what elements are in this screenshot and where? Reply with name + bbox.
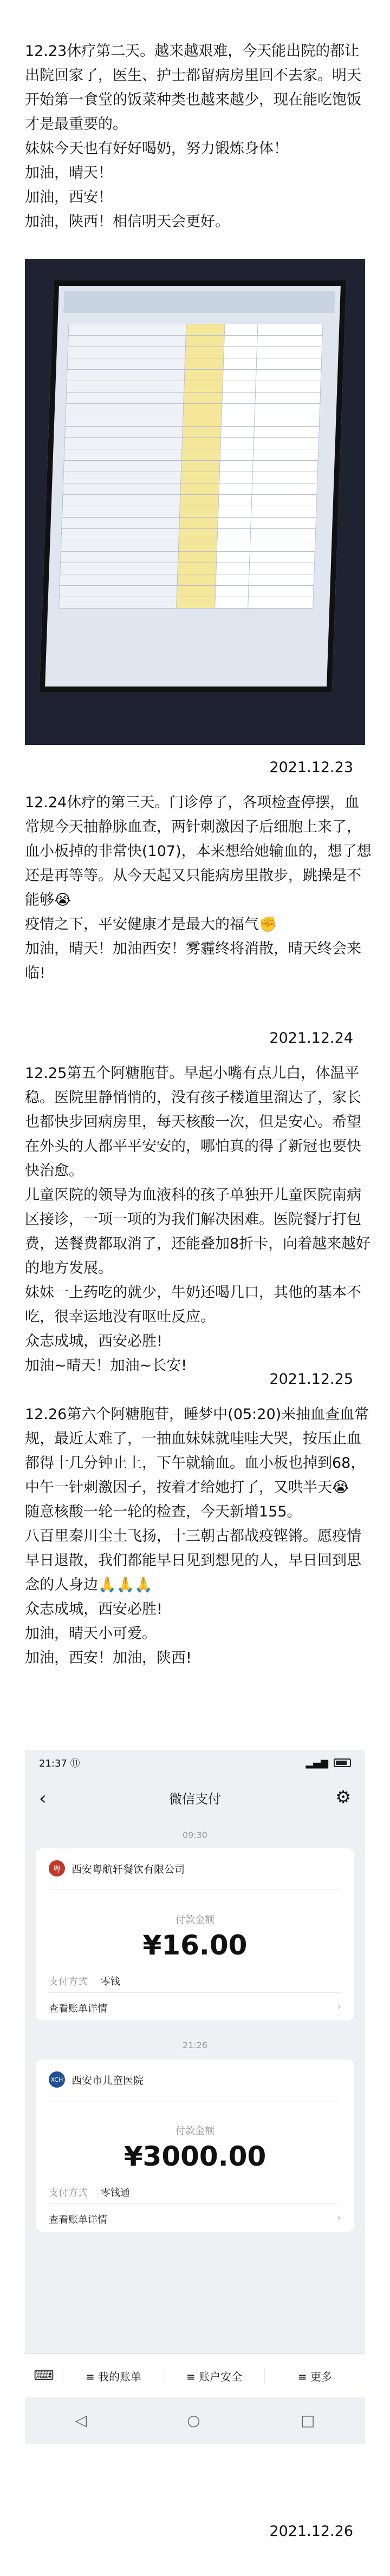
amount-label: 付款金额	[176, 2126, 214, 2137]
payment-method-row	[49, 2185, 130, 2199]
battery-icon	[334, 1758, 351, 1767]
text-line: 随意核酸一轮一轮的检查，今天新增155。	[25, 1503, 302, 1520]
nav-bar	[25, 1776, 365, 1819]
view-bill-details[interactable]	[49, 2212, 341, 2226]
nav-home-icon[interactable]: ○	[187, 2411, 200, 2429]
date-stamp: 2021.12.24	[269, 1030, 353, 1047]
merchant-name: 西安粤航轩餐饮有限公司	[72, 1863, 185, 1875]
status-time: 21:37 ⑪	[39, 1758, 80, 1769]
diary-entry-1226	[25, 1402, 372, 1670]
system-nav-bar	[25, 2397, 365, 2444]
text-line: 妹妹今天也有好好喝奶，努力锻炼身体！	[25, 140, 288, 157]
monitor-header	[63, 291, 335, 313]
menu-my-bills[interactable]: ≡ 我的账单	[63, 2368, 164, 2384]
menu-account-security[interactable]: ≡ 账户安全	[164, 2368, 264, 2384]
payment-card-2	[36, 2060, 354, 2232]
diary-entry-1223	[25, 39, 372, 234]
wechat-pay-screenshot	[25, 1750, 365, 2444]
text-line: 加油~晴天！加油~长安!	[25, 1357, 187, 1374]
merchant	[49, 1860, 185, 1877]
lab-results-table	[58, 324, 323, 609]
amount: ¥16.00	[142, 1930, 248, 1961]
keyboard-icon[interactable]: ⌨	[34, 2368, 54, 2384]
page-title: 微信支付	[169, 1791, 221, 1807]
payment-method-label: 支付方式	[49, 2187, 88, 2199]
divider	[49, 1889, 341, 1890]
merchant-logo-icon: 粤	[49, 1860, 65, 1877]
text-line: 12.26第六个阿糖胞苷，睡梦中(05:20)来抽血查血常规，最近太难了，一抽血妹妹就哇哇大哭，按压止血都得十几分钟止上，下午就输血。血小板也掉到68，中午一针刺激因子，按着才给她打了，又哄半天😭	[25, 1406, 369, 1496]
status-bar	[25, 1750, 365, 1776]
text-line: 加油，晴天小可爱。	[25, 1625, 157, 1642]
text-line: 众志成城，西安必胜!	[25, 1601, 162, 1618]
payment-method-row	[49, 1974, 120, 1988]
amount: ¥3000.00	[123, 2141, 266, 2172]
text-line: 12.23休疗第二天。越来越艰难，今天能出院的都让出院回家了，医生、护士都留病房里回不去家。明天开始第一食堂的饭菜种类也越来越少，现在能吃饱饭才是最重要的。	[25, 43, 361, 133]
payment-method-label: 支付方式	[49, 1976, 88, 1987]
diary-entry-1225	[25, 1061, 372, 1378]
lab-results-photo	[25, 259, 365, 745]
menu-more[interactable]: ≡ 更多	[264, 2368, 365, 2384]
text-line: 儿童医院的领导为血液科的孩子单独开儿童医院南病区接诊，一项一项的为我们解决困难。医院餐厅打包费，送餐费都取消了，还能叠加8折卡，向着越来越好的地方发展。	[25, 1187, 371, 1277]
nav-recents-icon[interactable]: □	[300, 2411, 315, 2429]
date-stamp: 2021.12.25	[269, 1371, 353, 1388]
diary-entry-1224	[25, 790, 372, 985]
hospital-logo-icon: XCH	[49, 2071, 65, 2088]
text-line: 疫情之下，平安健康才是最大的福气✊	[25, 916, 277, 933]
text-line: 12.25第五个阿糖胞苷。早起小嘴有点儿白，体温平稳。医院里静悄悄的，没有孩子楼道里溜达了，家长也都快步回病房里，每天核酸一次，但是安心。希望在外头的人都平平安安的，哪怕真的得了新冠也要快快治愈。	[25, 1065, 361, 1179]
record-time: 09:30	[182, 1830, 208, 1840]
text-line: 八百里秦川尘土飞扬，十三朝古都战疫铿锵。愿疫情早日退散，我们都能早日见到想见的人，早日回到思念的人身边🙏🙏🙏	[25, 1528, 361, 1593]
text-line: 12.24休疗的第三天。门诊停了，各项检查停摆，血常规今天抽静脉血查，两针刺激因子后细胞上来了，血小板掉的非常快(107)，本来想给她输血的，想了想还是再等等。从今天起又只能病房里散步，跳操是不能够😭	[25, 794, 372, 908]
status-icons	[306, 1757, 351, 1769]
text-line: 妹妹一上药吃的就少，牛奶还喝几口，其他的基本不吃，很幸运地没有呕吐反应。	[25, 1284, 361, 1325]
merchant	[49, 2071, 144, 2088]
view-bill-label: 查看账单详情	[49, 2003, 107, 2015]
text-line: 众志成城，西安必胜!	[25, 1333, 162, 1350]
date-stamp: 2021.12.23	[269, 759, 353, 776]
text-line: 加油，西安！	[25, 189, 113, 206]
amount-label: 付款金额	[176, 1914, 214, 1926]
merchant-name: 西安市儿童医院	[72, 2074, 144, 2087]
signal-icon: ▂▄▆	[306, 1757, 328, 1769]
payment-card-1	[36, 1848, 354, 2021]
nav-back-icon[interactable]: ◁	[75, 2411, 87, 2429]
bottom-menu	[25, 2353, 365, 2397]
view-bill-details[interactable]	[49, 2001, 341, 2015]
payment-method-value: 零钱	[100, 1976, 120, 1987]
gear-icon[interactable]: ⚙	[335, 1787, 351, 1807]
text-line: 加油，陕西！相信明天会更好。	[25, 213, 230, 230]
chevron-right-icon: ›	[337, 2001, 341, 2012]
record-time: 21:26	[182, 2040, 208, 2050]
payment-method-value: 零钱通	[100, 2187, 130, 2199]
back-arrow-icon[interactable]: ‹	[39, 1788, 47, 1809]
monitor-screen	[40, 280, 347, 692]
chevron-right-icon: ›	[337, 2212, 341, 2224]
date-stamp: 2021.12.26	[269, 2523, 353, 2540]
text-line: 加油，晴天！	[25, 165, 113, 181]
text-line: 加油，晴天！加油西安！雾霾终将消散，晴天终会来临!	[25, 940, 361, 982]
view-bill-label: 查看账单详情	[49, 2214, 107, 2226]
text-line: 加油，西安！加油，陕西!	[25, 1650, 192, 1666]
divider	[49, 1992, 341, 1993]
